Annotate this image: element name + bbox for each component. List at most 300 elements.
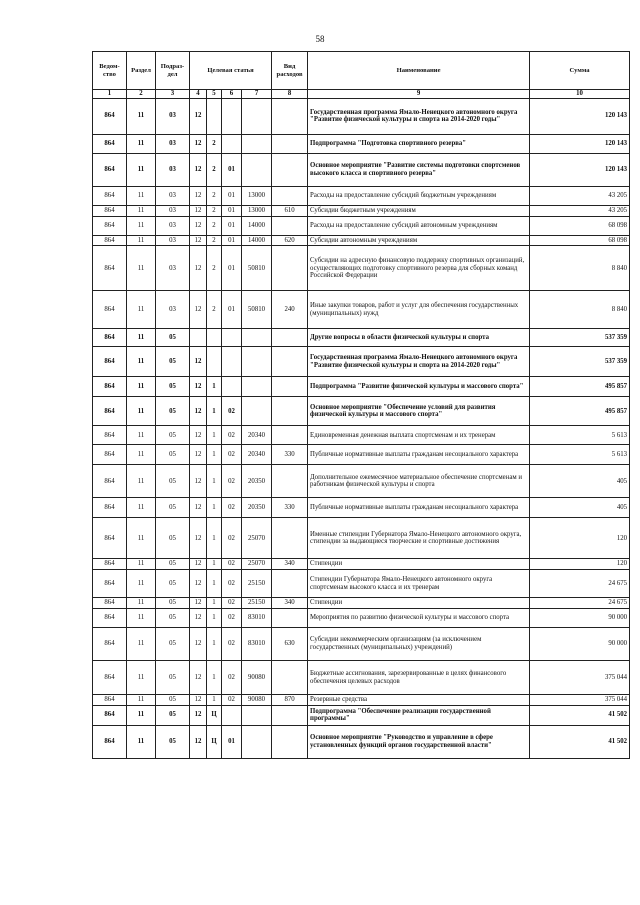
podrazdel-cell: 03 bbox=[156, 98, 190, 134]
target-code-2-cell: 1 bbox=[207, 465, 222, 498]
target-code-3-cell: 02 bbox=[222, 465, 242, 498]
expense-type-cell bbox=[272, 661, 308, 695]
vedomstvo-cell: 864 bbox=[93, 397, 127, 426]
name-cell: Субсидии бюджетным учреждениям bbox=[308, 205, 530, 216]
expense-type-cell bbox=[272, 98, 308, 134]
vedomstvo-cell: 864 bbox=[93, 570, 127, 598]
sum-cell: 120 143 bbox=[530, 98, 630, 134]
target-code-4-cell: 50810 bbox=[242, 291, 272, 329]
header-podrazdel: Подраз-дел bbox=[156, 52, 190, 90]
target-code-4-cell: 83010 bbox=[242, 609, 272, 628]
target-code-4-cell bbox=[242, 329, 272, 347]
target-code-4-cell: 25150 bbox=[242, 570, 272, 598]
target-code-4-cell: 20340 bbox=[242, 445, 272, 465]
table-row bbox=[93, 205, 630, 216]
podrazdel-cell: 05 bbox=[156, 445, 190, 465]
expense-type-cell: 620 bbox=[272, 235, 308, 246]
sum-cell: 90 000 bbox=[530, 609, 630, 628]
sum-cell: 375 044 bbox=[530, 661, 630, 695]
name-cell: Подпрограмма "Подготовка спортивного резерва" bbox=[308, 134, 530, 153]
target-code-4-cell: 20340 bbox=[242, 426, 272, 445]
target-code-2-cell: 2 bbox=[207, 291, 222, 329]
target-code-1-cell: 12 bbox=[190, 695, 207, 706]
header-celevaya-statya: Целевая статья bbox=[190, 52, 272, 90]
target-code-1-cell: 12 bbox=[190, 291, 207, 329]
target-code-1-cell: 12 bbox=[190, 609, 207, 628]
header-vid-rashodov: Вид расходов bbox=[272, 52, 308, 90]
name-cell: Стипендии bbox=[308, 559, 530, 570]
target-code-3-cell bbox=[222, 705, 242, 725]
target-code-4-cell: 25070 bbox=[242, 518, 272, 559]
vedomstvo-cell: 864 bbox=[93, 518, 127, 559]
vedomstvo-cell: 864 bbox=[93, 134, 127, 153]
table-row bbox=[93, 725, 630, 758]
name-cell: Подпрограмма "Обеспечение реализации государственной программы" bbox=[308, 705, 530, 725]
podrazdel-cell: 05 bbox=[156, 725, 190, 758]
target-code-4-cell: 13000 bbox=[242, 186, 272, 205]
header-vedomstvo: Ведом-ство bbox=[93, 52, 127, 90]
expense-type-cell: 340 bbox=[272, 559, 308, 570]
table-row bbox=[93, 661, 630, 695]
expense-type-cell: 870 bbox=[272, 695, 308, 706]
vedomstvo-cell: 864 bbox=[93, 98, 127, 134]
expense-type-cell bbox=[272, 570, 308, 598]
name-cell: Иные закупки товаров, работ и услуг для обеспечения государственных (муниципальных) нужд bbox=[308, 291, 530, 329]
vedomstvo-cell: 864 bbox=[93, 695, 127, 706]
target-code-1-cell: 12 bbox=[190, 186, 207, 205]
table-row bbox=[93, 426, 630, 445]
table-row bbox=[93, 377, 630, 397]
podrazdel-cell: 05 bbox=[156, 498, 190, 518]
expense-type-cell bbox=[272, 397, 308, 426]
target-code-3-cell: 02 bbox=[222, 445, 242, 465]
expense-type-cell bbox=[272, 609, 308, 628]
vedomstvo-cell: 864 bbox=[93, 628, 127, 661]
expense-type-cell bbox=[272, 465, 308, 498]
column-number: 2 bbox=[127, 90, 156, 99]
target-code-4-cell bbox=[242, 377, 272, 397]
vedomstvo-cell: 864 bbox=[93, 465, 127, 498]
vedomstvo-cell: 864 bbox=[93, 235, 127, 246]
target-code-1-cell: 12 bbox=[190, 426, 207, 445]
target-code-1-cell: 12 bbox=[190, 134, 207, 153]
target-code-1-cell: 12 bbox=[190, 153, 207, 186]
target-code-4-cell: 14000 bbox=[242, 216, 272, 235]
header-naimenovanie: Наименование bbox=[308, 52, 530, 90]
expense-type-cell bbox=[272, 426, 308, 445]
target-code-1-cell bbox=[190, 329, 207, 347]
table-row bbox=[93, 445, 630, 465]
target-code-3-cell: 02 bbox=[222, 695, 242, 706]
razdel-cell: 11 bbox=[127, 186, 156, 205]
razdel-cell: 11 bbox=[127, 291, 156, 329]
target-code-4-cell: 50810 bbox=[242, 246, 272, 291]
target-code-4-cell: 25150 bbox=[242, 598, 272, 609]
target-code-3-cell: 02 bbox=[222, 559, 242, 570]
target-code-4-cell: 13000 bbox=[242, 205, 272, 216]
target-code-2-cell: 1 bbox=[207, 559, 222, 570]
target-code-1-cell: 12 bbox=[190, 628, 207, 661]
name-cell: Субсидии некоммерческим организациям (за исключением государственных (муниципальных) учреждений) bbox=[308, 628, 530, 661]
column-number: 4 bbox=[190, 90, 207, 99]
column-number: 3 bbox=[156, 90, 190, 99]
sum-cell: 537 359 bbox=[530, 347, 630, 377]
target-code-3-cell bbox=[222, 347, 242, 377]
target-code-3-cell bbox=[222, 134, 242, 153]
podrazdel-cell: 05 bbox=[156, 347, 190, 377]
name-cell: Основное мероприятие "Руководство и управление в сфере установленных функций органов государственной власти" bbox=[308, 725, 530, 758]
razdel-cell: 11 bbox=[127, 498, 156, 518]
expense-type-cell bbox=[272, 518, 308, 559]
target-code-2-cell: 1 bbox=[207, 445, 222, 465]
sum-cell: 68 098 bbox=[530, 235, 630, 246]
target-code-3-cell: 01 bbox=[222, 291, 242, 329]
name-cell: Субсидии на адресную финансовую поддержку спортивных организаций, осуществляющих подготовку спортивного резерва для сборных команд Российской Федерации bbox=[308, 246, 530, 291]
podrazdel-cell: 05 bbox=[156, 518, 190, 559]
expense-type-cell: 330 bbox=[272, 498, 308, 518]
target-code-1-cell: 12 bbox=[190, 235, 207, 246]
table-row bbox=[93, 498, 630, 518]
target-code-3-cell: 02 bbox=[222, 426, 242, 445]
expense-type-cell: 610 bbox=[272, 205, 308, 216]
sum-cell: 495 857 bbox=[530, 377, 630, 397]
column-number: 5 bbox=[207, 90, 222, 99]
target-code-2-cell: 2 bbox=[207, 235, 222, 246]
sum-cell: 8 840 bbox=[530, 246, 630, 291]
target-code-1-cell: 12 bbox=[190, 705, 207, 725]
name-cell: Стипендии bbox=[308, 598, 530, 609]
razdel-cell: 11 bbox=[127, 725, 156, 758]
target-code-4-cell: 25070 bbox=[242, 559, 272, 570]
target-code-3-cell: 02 bbox=[222, 661, 242, 695]
column-number: 7 bbox=[242, 90, 272, 99]
vedomstvo-cell: 864 bbox=[93, 377, 127, 397]
header-razdel: Раздел bbox=[127, 52, 156, 90]
sum-cell: 5 613 bbox=[530, 445, 630, 465]
razdel-cell: 11 bbox=[127, 661, 156, 695]
target-code-1-cell: 12 bbox=[190, 661, 207, 695]
target-code-4-cell: 20350 bbox=[242, 498, 272, 518]
target-code-2-cell: Ц bbox=[207, 705, 222, 725]
target-code-3-cell bbox=[222, 98, 242, 134]
target-code-3-cell: 02 bbox=[222, 498, 242, 518]
razdel-cell: 11 bbox=[127, 235, 156, 246]
table-row bbox=[93, 397, 630, 426]
target-code-4-cell: 83010 bbox=[242, 628, 272, 661]
budget-table bbox=[92, 51, 630, 759]
vedomstvo-cell: 864 bbox=[93, 216, 127, 235]
vedomstvo-cell: 864 bbox=[93, 661, 127, 695]
target-code-4-cell bbox=[242, 725, 272, 758]
table-row bbox=[93, 329, 630, 347]
target-code-3-cell bbox=[222, 377, 242, 397]
table-row bbox=[93, 570, 630, 598]
podrazdel-cell: 03 bbox=[156, 134, 190, 153]
razdel-cell: 11 bbox=[127, 559, 156, 570]
podrazdel-cell: 05 bbox=[156, 570, 190, 598]
table-row bbox=[93, 518, 630, 559]
target-code-4-cell bbox=[242, 705, 272, 725]
target-code-2-cell: 2 bbox=[207, 186, 222, 205]
name-cell: Именные стипендии Губернатора Ямало-Ненецкого автономного округа, стипендии за выдающиеся творческие и спортивные достижения bbox=[308, 518, 530, 559]
name-cell: Субсидии автономным учреждениям bbox=[308, 235, 530, 246]
razdel-cell: 11 bbox=[127, 628, 156, 661]
name-cell: Государственная программа Ямало-Ненецкого автономного округа "Развитие физической культуры и спорта на 2014-2020 годы" bbox=[308, 98, 530, 134]
target-code-3-cell: 01 bbox=[222, 216, 242, 235]
vedomstvo-cell: 864 bbox=[93, 725, 127, 758]
expense-type-cell bbox=[272, 216, 308, 235]
name-cell: Дополнительное ежемесячное материальное обеспечение спортсменам и работникам физической культуры и спорта bbox=[308, 465, 530, 498]
vedomstvo-cell: 864 bbox=[93, 426, 127, 445]
target-code-4-cell bbox=[242, 134, 272, 153]
expense-type-cell bbox=[272, 186, 308, 205]
target-code-2-cell: 2 bbox=[207, 205, 222, 216]
sum-cell: 68 098 bbox=[530, 216, 630, 235]
name-cell: Подпрограмма "Развитие физической культуры и массового спорта" bbox=[308, 377, 530, 397]
target-code-3-cell: 01 bbox=[222, 205, 242, 216]
target-code-3-cell: 01 bbox=[222, 235, 242, 246]
target-code-4-cell bbox=[242, 98, 272, 134]
table-row bbox=[93, 246, 630, 291]
name-cell: Другие вопросы в области физической культуры и спорта bbox=[308, 329, 530, 347]
expense-type-cell bbox=[272, 246, 308, 291]
table-row bbox=[93, 705, 630, 725]
vedomstvo-cell: 864 bbox=[93, 347, 127, 377]
razdel-cell: 11 bbox=[127, 570, 156, 598]
razdel-cell: 11 bbox=[127, 153, 156, 186]
podrazdel-cell: 05 bbox=[156, 695, 190, 706]
target-code-4-cell: 90080 bbox=[242, 661, 272, 695]
table-row bbox=[93, 98, 630, 134]
podrazdel-cell: 05 bbox=[156, 426, 190, 445]
table-row bbox=[93, 291, 630, 329]
sum-cell: 24 675 bbox=[530, 570, 630, 598]
target-code-2-cell: 2 bbox=[207, 216, 222, 235]
target-code-2-cell: Ц bbox=[207, 725, 222, 758]
table-row bbox=[93, 235, 630, 246]
table-row bbox=[93, 347, 630, 377]
expense-type-cell: 630 bbox=[272, 628, 308, 661]
target-code-4-cell bbox=[242, 397, 272, 426]
column-number-row bbox=[93, 90, 630, 99]
target-code-2-cell: 1 bbox=[207, 598, 222, 609]
expense-type-cell bbox=[272, 134, 308, 153]
expense-type-cell bbox=[272, 329, 308, 347]
sum-cell: 120 143 bbox=[530, 134, 630, 153]
target-code-1-cell: 12 bbox=[190, 498, 207, 518]
target-code-3-cell: 01 bbox=[222, 153, 242, 186]
target-code-4-cell: 20350 bbox=[242, 465, 272, 498]
sum-cell: 41 502 bbox=[530, 705, 630, 725]
target-code-3-cell: 02 bbox=[222, 570, 242, 598]
name-cell: Основное мероприятие "Развитие системы подготовки спортсменов высокого класса и спортивного резерва" bbox=[308, 153, 530, 186]
target-code-2-cell: 1 bbox=[207, 695, 222, 706]
sum-cell: 405 bbox=[530, 465, 630, 498]
column-number: 1 bbox=[93, 90, 127, 99]
podrazdel-cell: 05 bbox=[156, 329, 190, 347]
target-code-4-cell bbox=[242, 347, 272, 377]
razdel-cell: 11 bbox=[127, 98, 156, 134]
name-cell: Резервные средства bbox=[308, 695, 530, 706]
target-code-3-cell: 01 bbox=[222, 246, 242, 291]
sum-cell: 8 840 bbox=[530, 291, 630, 329]
target-code-2-cell: 1 bbox=[207, 377, 222, 397]
vedomstvo-cell: 864 bbox=[93, 291, 127, 329]
name-cell: Единовременная денежная выплата спортсменам и их тренерам bbox=[308, 426, 530, 445]
vedomstvo-cell: 864 bbox=[93, 246, 127, 291]
target-code-1-cell: 12 bbox=[190, 570, 207, 598]
target-code-2-cell: 1 bbox=[207, 609, 222, 628]
target-code-1-cell: 12 bbox=[190, 397, 207, 426]
sum-cell: 43 205 bbox=[530, 186, 630, 205]
target-code-1-cell: 12 bbox=[190, 465, 207, 498]
table-row bbox=[93, 598, 630, 609]
target-code-1-cell: 12 bbox=[190, 559, 207, 570]
razdel-cell: 11 bbox=[127, 246, 156, 291]
vedomstvo-cell: 864 bbox=[93, 559, 127, 570]
razdel-cell: 11 bbox=[127, 705, 156, 725]
vedomstvo-cell: 864 bbox=[93, 705, 127, 725]
target-code-3-cell: 01 bbox=[222, 186, 242, 205]
sum-cell: 43 205 bbox=[530, 205, 630, 216]
razdel-cell: 11 bbox=[127, 205, 156, 216]
expense-type-cell: 240 bbox=[272, 291, 308, 329]
podrazdel-cell: 03 bbox=[156, 153, 190, 186]
podrazdel-cell: 05 bbox=[156, 465, 190, 498]
target-code-3-cell: 02 bbox=[222, 628, 242, 661]
target-code-4-cell: 14000 bbox=[242, 235, 272, 246]
target-code-4-cell: 90080 bbox=[242, 695, 272, 706]
table-row bbox=[93, 559, 630, 570]
podrazdel-cell: 05 bbox=[156, 397, 190, 426]
target-code-2-cell: 2 bbox=[207, 134, 222, 153]
column-number: 6 bbox=[222, 90, 242, 99]
razdel-cell: 11 bbox=[127, 134, 156, 153]
razdel-cell: 11 bbox=[127, 465, 156, 498]
name-cell: Публичные нормативные выплаты гражданам несоциального характера bbox=[308, 445, 530, 465]
target-code-2-cell: 1 bbox=[207, 397, 222, 426]
table-row bbox=[93, 465, 630, 498]
sum-cell: 495 857 bbox=[530, 397, 630, 426]
podrazdel-cell: 03 bbox=[156, 186, 190, 205]
sum-cell: 120 143 bbox=[530, 153, 630, 186]
target-code-2-cell bbox=[207, 98, 222, 134]
header-summa: Сумма bbox=[530, 52, 630, 90]
target-code-1-cell: 12 bbox=[190, 445, 207, 465]
podrazdel-cell: 05 bbox=[156, 598, 190, 609]
table-row bbox=[93, 628, 630, 661]
target-code-1-cell: 12 bbox=[190, 98, 207, 134]
razdel-cell: 11 bbox=[127, 377, 156, 397]
sum-cell: 41 502 bbox=[530, 725, 630, 758]
column-number: 8 bbox=[272, 90, 308, 99]
razdel-cell: 11 bbox=[127, 426, 156, 445]
sum-cell: 375 044 bbox=[530, 695, 630, 706]
sum-cell: 537 359 bbox=[530, 329, 630, 347]
name-cell: Расходы на предоставление субсидий автономным учреждениям bbox=[308, 216, 530, 235]
table-row bbox=[93, 186, 630, 205]
expense-type-cell bbox=[272, 725, 308, 758]
target-code-3-cell: 02 bbox=[222, 609, 242, 628]
podrazdel-cell: 05 bbox=[156, 377, 190, 397]
razdel-cell: 11 bbox=[127, 347, 156, 377]
name-cell: Мероприятия по развитию физической культуры и массового спорта bbox=[308, 609, 530, 628]
target-code-1-cell: 12 bbox=[190, 347, 207, 377]
podrazdel-cell: 03 bbox=[156, 246, 190, 291]
podrazdel-cell: 03 bbox=[156, 216, 190, 235]
vedomstvo-cell: 864 bbox=[93, 609, 127, 628]
razdel-cell: 11 bbox=[127, 609, 156, 628]
expense-type-cell bbox=[272, 347, 308, 377]
table-row bbox=[93, 695, 630, 706]
podrazdel-cell: 05 bbox=[156, 661, 190, 695]
target-code-1-cell: 12 bbox=[190, 725, 207, 758]
target-code-2-cell: 1 bbox=[207, 426, 222, 445]
target-code-1-cell: 12 bbox=[190, 377, 207, 397]
podrazdel-cell: 05 bbox=[156, 559, 190, 570]
column-number: 10 bbox=[530, 90, 630, 99]
razdel-cell: 11 bbox=[127, 695, 156, 706]
target-code-2-cell bbox=[207, 329, 222, 347]
name-cell: Бюджетные ассигнования, зарезервированные в целях финансового обеспечения целевых расходов bbox=[308, 661, 530, 695]
target-code-3-cell: 01 bbox=[222, 725, 242, 758]
podrazdel-cell: 03 bbox=[156, 205, 190, 216]
podrazdel-cell: 03 bbox=[156, 235, 190, 246]
target-code-2-cell: 1 bbox=[207, 498, 222, 518]
name-cell: Расходы на предоставление субсидий бюджетным учреждениям bbox=[308, 186, 530, 205]
target-code-3-cell: 02 bbox=[222, 397, 242, 426]
vedomstvo-cell: 864 bbox=[93, 445, 127, 465]
vedomstvo-cell: 864 bbox=[93, 205, 127, 216]
sum-cell: 24 675 bbox=[530, 598, 630, 609]
table-row bbox=[93, 609, 630, 628]
vedomstvo-cell: 864 bbox=[93, 598, 127, 609]
table-row bbox=[93, 153, 630, 186]
name-cell: Публичные нормативные выплаты гражданам несоциального характера bbox=[308, 498, 530, 518]
sum-cell: 90 000 bbox=[530, 628, 630, 661]
expense-type-cell bbox=[272, 377, 308, 397]
page-number: 58 bbox=[315, 34, 325, 44]
expense-type-cell: 340 bbox=[272, 598, 308, 609]
expense-type-cell: 330 bbox=[272, 445, 308, 465]
name-cell: Государственная программа Ямало-Ненецкого автономного округа "Развитие физической культуры и спорта на 2014-2020 годы" bbox=[308, 347, 530, 377]
razdel-cell: 11 bbox=[127, 216, 156, 235]
target-code-3-cell: 02 bbox=[222, 518, 242, 559]
target-code-2-cell: 1 bbox=[207, 570, 222, 598]
target-code-2-cell: 1 bbox=[207, 628, 222, 661]
podrazdel-cell: 03 bbox=[156, 291, 190, 329]
target-code-3-cell: 02 bbox=[222, 598, 242, 609]
sum-cell: 120 bbox=[530, 559, 630, 570]
target-code-2-cell: 1 bbox=[207, 661, 222, 695]
target-code-1-cell: 12 bbox=[190, 246, 207, 291]
column-number: 9 bbox=[308, 90, 530, 99]
name-cell: Стипендии Губернатора Ямало-Ненецкого автономного округа спортсменам высокого класса и их тренерам bbox=[308, 570, 530, 598]
sum-cell: 120 bbox=[530, 518, 630, 559]
vedomstvo-cell: 864 bbox=[93, 329, 127, 347]
target-code-1-cell: 12 bbox=[190, 216, 207, 235]
expense-type-cell bbox=[272, 153, 308, 186]
razdel-cell: 11 bbox=[127, 518, 156, 559]
podrazdel-cell: 05 bbox=[156, 705, 190, 725]
target-code-2-cell: 1 bbox=[207, 518, 222, 559]
name-cell: Основное мероприятие "Обеспечение условий для развития физической культуры и массового спорта" bbox=[308, 397, 530, 426]
table-row bbox=[93, 134, 630, 153]
vedomstvo-cell: 864 bbox=[93, 186, 127, 205]
vedomstvo-cell: 864 bbox=[93, 498, 127, 518]
sum-cell: 405 bbox=[530, 498, 630, 518]
target-code-2-cell bbox=[207, 347, 222, 377]
